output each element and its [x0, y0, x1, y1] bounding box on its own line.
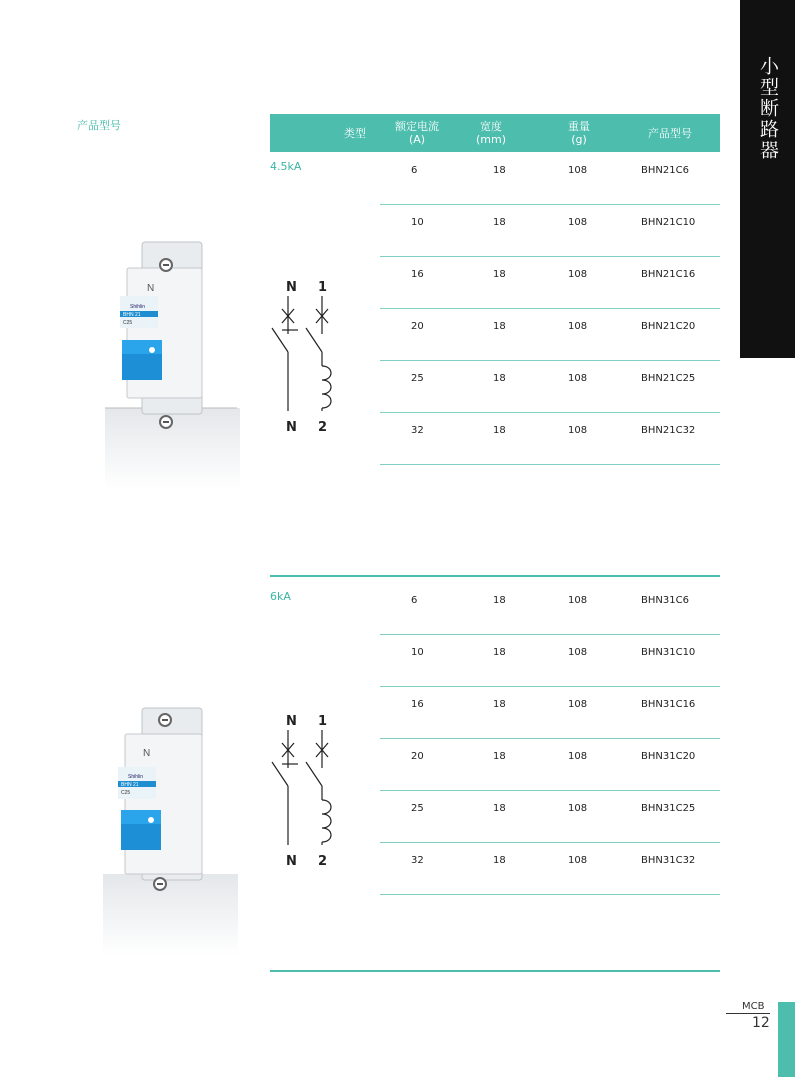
header-width [462, 114, 520, 152]
cell-model: BHN21C10 [641, 217, 696, 228]
cell-current: 16 [411, 699, 424, 710]
cell-current: 32 [411, 425, 424, 436]
mcb-product-image [105, 238, 240, 490]
section-divider [270, 575, 720, 577]
mcb-series-label: BHN 21 [123, 312, 141, 318]
diagram-label-2: 2 [318, 854, 328, 869]
cell-width: 18 [493, 647, 506, 658]
mcb-brand-label: Shihlin [130, 304, 146, 310]
cell-width: 18 [493, 217, 506, 228]
cell-current: 25 [411, 803, 424, 814]
mcb-face-label: N [147, 283, 155, 294]
cell-width: 18 [493, 699, 506, 710]
header-weight [550, 114, 608, 152]
diagram-label-2: 2 [318, 420, 328, 435]
header-current [382, 114, 452, 152]
header-current-label: 额定电流 [395, 120, 439, 133]
header-type-label: 类型 [344, 126, 366, 140]
mcb-product-image [103, 704, 238, 956]
cell-weight: 108 [568, 855, 588, 866]
cell-weight: 108 [568, 373, 588, 384]
table-row [380, 842, 720, 895]
mcb-rating-label: C25 [121, 790, 131, 796]
diagram-label-n-top: N [286, 280, 297, 295]
header-width-unit: (mm) [475, 133, 506, 146]
footer-category: MCB [742, 1001, 765, 1012]
mcb-face-label: N [143, 748, 151, 759]
cell-weight: 108 [568, 321, 588, 332]
rating-label: 4.5kA [270, 160, 302, 173]
cell-weight: 108 [568, 269, 588, 280]
cell-weight: 108 [568, 699, 588, 710]
diagram-label-n-top: N [286, 714, 297, 729]
cell-width: 18 [493, 751, 506, 762]
rating-label: 6kA [270, 590, 291, 603]
cell-width: 18 [493, 321, 506, 332]
cell-model: BHN31C6 [641, 595, 689, 606]
table-row [380, 634, 720, 687]
cell-model: BHN21C16 [641, 269, 696, 280]
table-header [270, 114, 720, 152]
table-row [380, 582, 720, 635]
cell-width: 18 [493, 425, 506, 436]
diagram-label-1: 1 [318, 714, 328, 729]
mcb-rating-label: C25 [123, 320, 133, 326]
cell-weight: 108 [568, 751, 588, 762]
cell-width: 18 [493, 855, 506, 866]
table-row [380, 412, 720, 465]
cell-current: 6 [411, 165, 418, 176]
cell-current: 20 [411, 751, 424, 762]
cell-model: BHN31C20 [641, 751, 696, 762]
mcb-series-label: BHN 21 [121, 782, 139, 788]
cell-current: 10 [411, 647, 424, 658]
cell-model: BHN31C16 [641, 699, 696, 710]
header-width-label: 宽度 [480, 120, 502, 133]
cell-weight: 108 [568, 425, 588, 436]
diagram-label-n-bottom: N [286, 420, 297, 435]
diagram-label-1: 1 [318, 280, 328, 295]
footer-divider [726, 1013, 770, 1014]
cell-model: BHN21C32 [641, 425, 696, 436]
page-number: 12 [752, 1015, 770, 1031]
cell-model: BHN31C32 [641, 855, 696, 866]
table-row [380, 360, 720, 413]
cell-width: 18 [493, 373, 506, 384]
cell-width: 18 [493, 595, 506, 606]
header-current-unit: (A) [408, 133, 426, 146]
header-weight-label: 重量 [568, 120, 590, 133]
cell-width: 18 [493, 269, 506, 280]
cell-weight: 108 [568, 595, 588, 606]
cell-model: BHN31C10 [641, 647, 696, 658]
table-row [380, 738, 720, 791]
cell-weight: 108 [568, 647, 588, 658]
header-model [630, 114, 710, 152]
cell-current: 20 [411, 321, 424, 332]
diagram-label-n-bottom: N [286, 854, 297, 869]
footer-accent-bar [778, 1002, 795, 1077]
table-row [380, 204, 720, 257]
cell-current: 32 [411, 855, 424, 866]
circuit-diagram [268, 710, 340, 870]
circuit-diagram [268, 276, 340, 436]
cell-current: 10 [411, 217, 424, 228]
header-model-label: 产品型号 [648, 126, 692, 140]
cell-weight: 108 [568, 803, 588, 814]
table-row [380, 152, 720, 205]
category-side-tab [740, 0, 795, 358]
header-weight-unit: (g) [571, 133, 587, 146]
cell-current: 25 [411, 373, 424, 384]
cell-model: BHN31C25 [641, 803, 696, 814]
section-label: 产品型号 [77, 119, 121, 132]
cell-model: BHN21C20 [641, 321, 696, 332]
cell-width: 18 [493, 803, 506, 814]
table-row [380, 308, 720, 361]
cell-weight: 108 [568, 165, 588, 176]
table-row [380, 686, 720, 739]
cell-model: BHN21C25 [641, 373, 696, 384]
bottom-divider [270, 970, 720, 972]
cell-current: 16 [411, 269, 424, 280]
table-row [380, 256, 720, 309]
category-title: 小型断路器 [757, 56, 779, 161]
mcb-brand-label: Shihlin [128, 774, 144, 780]
cell-model: BHN21C6 [641, 165, 689, 176]
cell-current: 6 [411, 595, 418, 606]
cell-weight: 108 [568, 217, 588, 228]
cell-width: 18 [493, 165, 506, 176]
table-row [380, 790, 720, 843]
header-type [270, 114, 382, 152]
